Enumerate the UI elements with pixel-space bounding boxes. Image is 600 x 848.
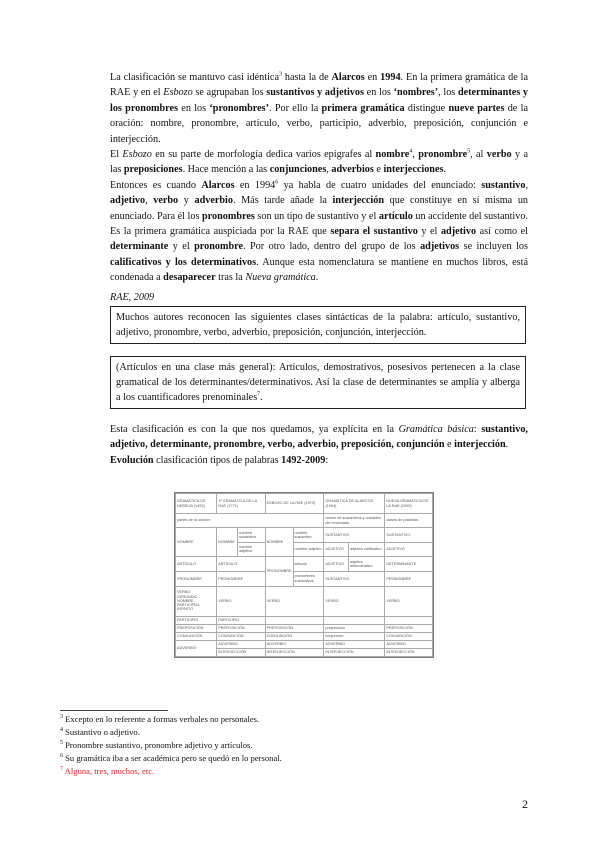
bold-text: primera gramática — [321, 102, 405, 114]
table-cell: PREPOSICIÓN — [176, 624, 217, 632]
text: e — [444, 439, 455, 451]
table-cell: ADVERBIO — [324, 640, 385, 648]
table-cell: PREPOSICIÓN — [385, 624, 433, 632]
bold-text: conjunciones — [269, 164, 327, 176]
footnote-number: 3 — [60, 714, 63, 721]
note-text: (Artículos en una clase más general): Artículos, demostrativos, posesivos pertenecen a la clase gramatical de los determinantes/determinativos. Así la clase de determinantes se amplía y alberga a los cuantificadores prenominales — [116, 362, 520, 403]
bold-text: adjetivo — [110, 195, 146, 207]
table-cell: PREPOSICIÓN — [217, 624, 265, 632]
footnote-number: 4 — [60, 727, 63, 734]
text: . Más tarde añade la — [232, 195, 333, 207]
bold-text: pronombres — [201, 210, 255, 222]
bold-text: separa el sustantivo — [330, 226, 418, 238]
text: . En la primera gramática de la RAE y en el — [110, 72, 528, 99]
bold-text: sustantivo — [481, 179, 526, 191]
bold-text: verbo — [486, 149, 512, 161]
table-text: VERBO — [177, 590, 191, 595]
bold-text: Alarcos — [331, 72, 365, 83]
footnote-number: 6 — [60, 753, 63, 760]
text: así como el — [476, 226, 529, 238]
bold-text: sustantivos y adjetivos — [266, 87, 364, 99]
table-cell: PARTICIPIO — [176, 616, 217, 624]
table-header: GRAMÁTICA DE NEBRIJA (1492) — [176, 494, 217, 514]
text: tras la — [215, 272, 246, 284]
table-cell: PREPOSICIÓN — [265, 624, 324, 632]
bold-text: interjección — [332, 195, 385, 207]
text: en los — [178, 102, 210, 114]
table-cell: CONJUNCIÓN — [217, 632, 265, 640]
table-cell: VERBO — [217, 586, 265, 616]
bold-text: pronombre — [194, 241, 243, 253]
table-cell: ADJETIVO — [324, 557, 348, 572]
text: en su parte de morfología dedica varios epígrafes al — [151, 149, 376, 161]
footnote-ref[interactable]: 3 — [278, 71, 282, 78]
table-cell: ADJETIVO — [324, 542, 348, 557]
text: ya habla de cuatro unidades del enunciado: — [278, 179, 482, 191]
table-cell — [385, 616, 433, 624]
table-cell: conjunción — [324, 632, 385, 640]
text: en 1994 — [234, 179, 276, 191]
table-cell: ADJETIVO — [385, 542, 433, 557]
footnote-ref[interactable]: 5 — [467, 148, 471, 155]
table-text: GERUNDIO — [177, 594, 198, 599]
bold-text: 1994 — [380, 72, 401, 83]
text: . — [443, 164, 446, 176]
text: se agrupaban los — [192, 87, 267, 99]
quote-text: Muchos autores reconocen las siguientes clases sintácticas de la palabra: artículo, sustantivo, adjetivo, pronombre, verbo, adverbio, preposición, conjunción, interjección. — [116, 312, 520, 338]
bold-text: interjecciones — [383, 164, 444, 176]
table-cell: INTERJECCIÓN — [217, 648, 265, 656]
bold-text: Alarcos — [201, 179, 235, 191]
text: , — [326, 164, 332, 176]
table-cell: ADVERBIO — [217, 640, 265, 648]
table-cell: ARTÍCULO — [217, 557, 265, 572]
table-cell: partes de la oración — [176, 514, 324, 528]
table-cell: DETERMINANTE — [385, 557, 433, 572]
text: de la oración: nombre, pronombre, artículo, verbo, participio, adverbio, preposición, conjunción e interjección. — [110, 102, 528, 145]
bold-text: adverbios — [331, 164, 374, 176]
table-cell: ADVERBIO — [176, 640, 217, 656]
footnote-number: 5 — [60, 740, 63, 747]
table-cell: ADVERBIO — [385, 640, 433, 648]
footnote — [60, 753, 282, 764]
table-cell: adjetivo determinativo — [348, 557, 384, 572]
evolucion-heading — [110, 453, 528, 468]
text: y el — [417, 226, 441, 238]
italic-text: Esbozo — [163, 87, 193, 99]
table-cell: PRONOMBRE — [385, 571, 433, 586]
table-cell: SUSTANTIVO — [324, 571, 385, 586]
footnote-text: Alguna, tres, muchos, etc. — [63, 766, 155, 776]
table-cell: NOMBRE — [176, 528, 217, 557]
bold-text: desaparecer — [163, 272, 216, 284]
table-cell: CONJUNCIÓN — [176, 632, 217, 640]
bold-text: nombre — [375, 149, 410, 161]
text: . Por ello la — [269, 102, 322, 114]
paragraph-4 — [110, 422, 528, 468]
footnote-text: Excepto en lo referente a formas verbales no personales. — [63, 714, 260, 724]
table-cell: nombre sustantivo — [293, 528, 324, 543]
table-cell: NOMBRE — [265, 528, 293, 557]
bold-text: ‘pronombres’ — [209, 102, 270, 114]
table-header: 1ª GRAMÁTICA DE LA RAE (1771) — [217, 494, 265, 514]
text: El — [110, 149, 123, 161]
text: La clasificación se mantuvo casi idéntica — [110, 72, 279, 83]
table-cell: VERBO — [265, 586, 324, 616]
text: : — [473, 424, 482, 435]
footnote — [60, 727, 140, 738]
text: un accidente del sustantivo. Es la primera gramática auspiciada por la RAE que — [110, 210, 528, 238]
text: , — [525, 179, 528, 191]
table-cell: ADVERBIO — [265, 640, 324, 648]
bold-text: verbo — [153, 195, 179, 207]
text: se incluyen los — [459, 241, 528, 253]
bold-text: 1492-2009 — [281, 454, 326, 466]
table-cell: NOMBRE — [217, 528, 238, 557]
table-cell: SUSTANTIVO — [385, 528, 433, 543]
table-cell: pronombres sustantivos — [293, 571, 324, 586]
text: : — [325, 454, 329, 466]
text: . — [260, 392, 263, 403]
table-cell: nombre adjetivo — [238, 542, 266, 557]
footnote-text: Pronombre sustantivo, pronombre adjetivo y artículos. — [63, 740, 253, 750]
table-cell: clases de sustantivos y unidades del enunciado — [324, 514, 385, 528]
paragraph-1 — [110, 70, 528, 286]
text: distingue — [404, 102, 449, 114]
bold-text: pronombre — [418, 149, 468, 161]
footnote-text: Sustantivo o adjetivo. — [63, 727, 140, 737]
text: y — [178, 195, 195, 207]
table-header: ESBOZO DE LA RAE (1973) — [265, 494, 324, 514]
footnote-text: Su gramática iba a ser académica pero se quedó en lo personal. — [63, 753, 282, 763]
text: . Aunque esta nomenclatura se mantiene en muchos libros, está condenada a — [110, 256, 528, 284]
table-cell: PRONOMBRE — [217, 571, 265, 586]
bold-text: determinantes y los pronombres — [110, 87, 528, 114]
table-cell — [265, 616, 324, 624]
table-cell: CONJUNCIÓN — [265, 632, 324, 640]
word-classes-table — [174, 492, 434, 658]
text: . Por otro lado, dentro del grupo de los — [242, 241, 421, 253]
table-cell: preposición — [324, 624, 385, 632]
footnote — [60, 766, 154, 777]
text: en — [364, 72, 381, 83]
bold-text: Evolución — [110, 454, 154, 466]
rae-2009-label: RAE, 2009 — [110, 292, 155, 303]
table-cell: PRONOMBRE — [176, 571, 217, 586]
footnote-ref[interactable]: 4 — [409, 148, 413, 155]
bold-text: sustantivo, adjetivo, determinante, pronombre, verbo, adverbio, preposición, conjunción — [110, 424, 528, 451]
table-cell — [324, 616, 385, 624]
italic-text: Gramática básica — [398, 424, 474, 435]
bold-text: artículo — [378, 210, 413, 222]
bold-text: calificativos y los determinativos — [110, 256, 257, 268]
italic-text: Esbozo — [122, 149, 152, 161]
rae-quote-box — [110, 306, 526, 344]
table-cell — [176, 586, 217, 616]
page-number: 2 — [522, 797, 528, 811]
text: , — [412, 149, 419, 161]
table-text: NOMBRE PARTICIPIAL INFINITO — [177, 598, 200, 612]
bold-text: determinante — [110, 241, 169, 253]
text: son un tipo de sustantivo y el — [254, 210, 379, 222]
table-cell: adjetivo calificativo — [348, 542, 384, 557]
table-cell: CONJUNCIÓN — [385, 632, 433, 640]
table-cell: ARTÍCULO — [176, 557, 217, 572]
bold-text: ‘nombres’ — [393, 87, 439, 99]
text: Entonces es cuando — [110, 179, 202, 191]
table-cell: artículo — [293, 557, 324, 572]
text: , — [145, 195, 154, 207]
bold-text: adjetivos — [420, 241, 460, 253]
text: , los — [438, 87, 458, 99]
text: en los — [363, 87, 394, 99]
bold-text: adverbio — [194, 195, 233, 207]
italic-text: Nueva gramática — [245, 272, 316, 284]
text: . Hace mención a las — [182, 164, 270, 176]
table-cell: INTERJECCIÓN — [265, 648, 324, 656]
table-cell: PARTICIPIO — [217, 616, 265, 624]
text: e — [373, 164, 384, 176]
text: , al — [470, 149, 487, 161]
table-cell: INTERJECCIÓN — [324, 648, 385, 656]
footnote-separator — [60, 710, 168, 711]
table-cell: VERBO — [324, 586, 385, 616]
text: clasificación tipos de palabras — [153, 454, 282, 466]
bold-text: preposiciones — [123, 164, 183, 176]
table-cell: INTERJECCIÓN — [385, 648, 433, 656]
table-cell: VERBO — [385, 586, 433, 616]
text: hasta la de — [281, 72, 332, 83]
footnote-number: 7 — [60, 766, 63, 773]
table-header: NUEVA GRAMÁTICA DE LA RAE (2009) — [385, 494, 433, 514]
text: y a las — [110, 149, 528, 176]
text: y el — [168, 241, 195, 253]
bold-text: nueve partes — [448, 102, 505, 114]
footnote-ref[interactable]: 6 — [275, 179, 279, 186]
table-cell: clases de palabras — [385, 514, 433, 528]
table-header: GRAMÁTICA DE ALARCOS (1994) — [324, 494, 385, 514]
text: que constituye en sí misma un enunciado. Para él los — [110, 195, 529, 222]
footnote — [60, 714, 259, 725]
articles-note-box — [110, 356, 526, 409]
footnote-ref[interactable]: 7 — [257, 391, 261, 398]
table-cell: PRONOMBRE — [265, 557, 293, 586]
footnote — [60, 740, 253, 751]
text: . — [505, 439, 509, 451]
table-cell: SUSTANTIVO — [324, 528, 385, 543]
text: . — [315, 272, 319, 284]
table-cell: nombre sustantivo — [238, 528, 266, 543]
table-cell: nombre adjetivo — [293, 542, 324, 557]
text: Esta clasificación es con la que nos quedamos, ya explícita en la — [110, 424, 399, 435]
bold-text: adjetivo — [440, 226, 477, 238]
bold-text: interjección — [454, 439, 506, 451]
